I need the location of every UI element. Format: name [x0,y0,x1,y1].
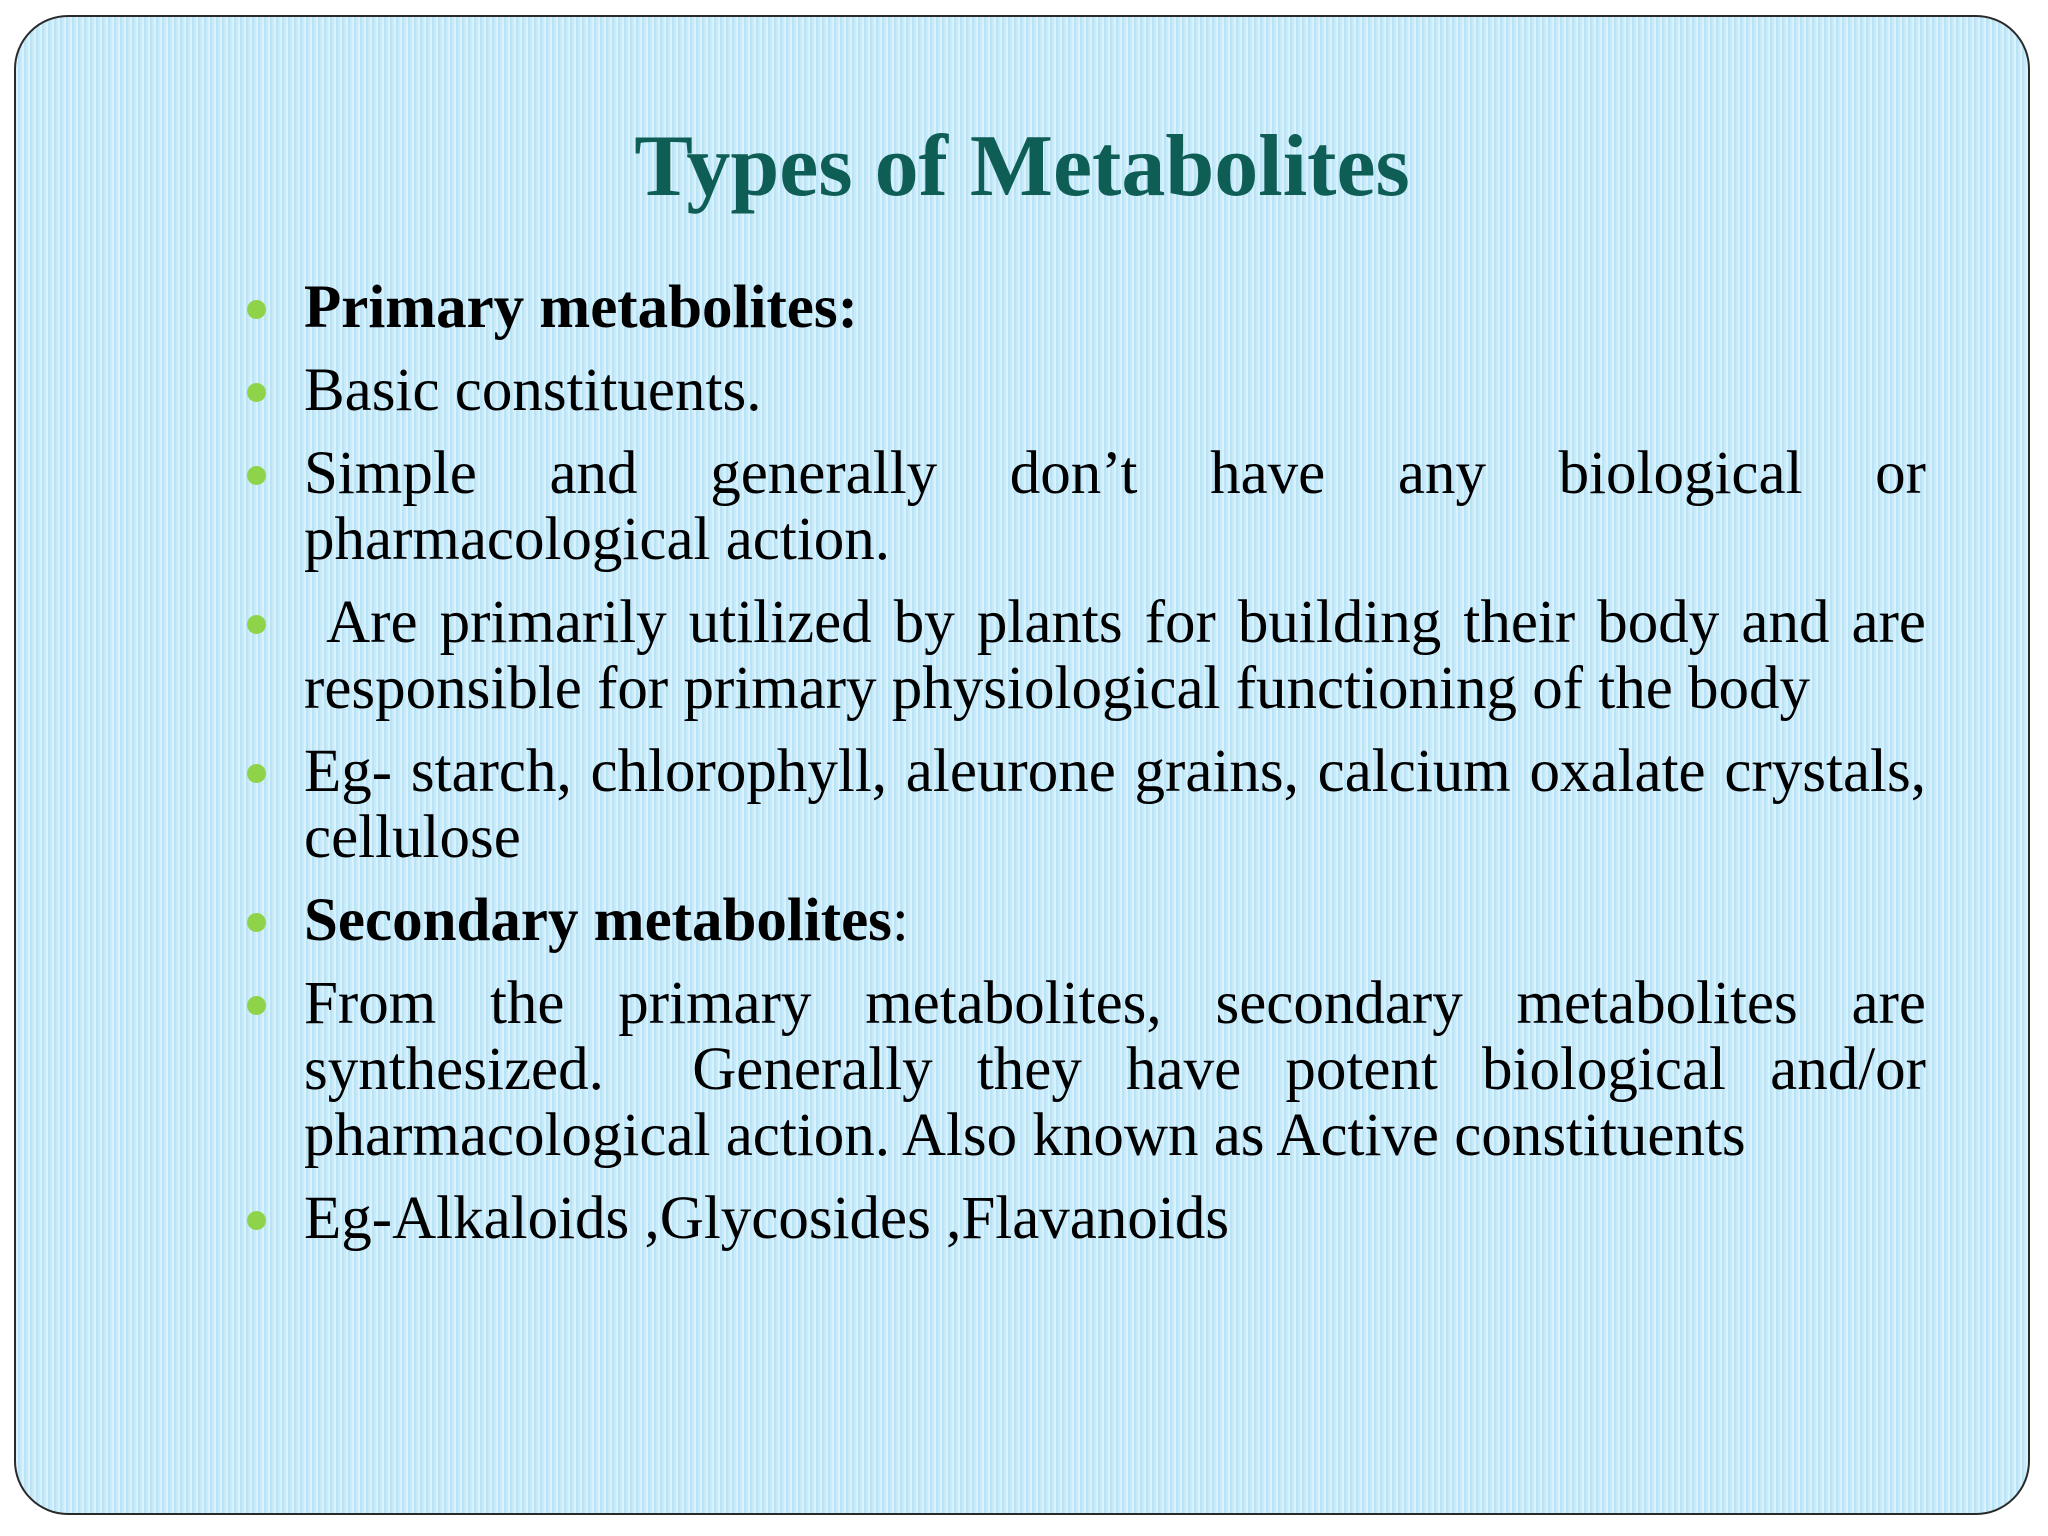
bullet-item [286,441,1926,573]
bullet-text: Primary metabolites: [304,274,858,341]
bullet-dot-icon [247,466,266,485]
bullet-dot-icon [247,383,266,402]
bullet-item-primary-heading [286,275,1926,341]
bullet-item [286,589,1942,722]
bullet-dot-icon [247,764,266,783]
bullet-item [286,970,1942,1169]
bullet-text: Eg-Alkaloids ,Glycosides ,Flavanoids [304,1185,1230,1252]
bullet-dot-icon [247,996,266,1015]
slide-title: Types of Metabolites [634,118,1410,215]
slide [14,15,2030,1515]
bullet-dot-icon [247,913,266,932]
bullet-item [286,358,1926,424]
bullet-text: From the primary metabolites, secondary metabolites are synthesized. Generally they have potent biological and/or pharmacological action. Also known as Active constituents [304,970,1942,1169]
bullet-item [286,1186,1926,1252]
bullet-text: Are primarily utilized by plants for building their body and are responsible for primary physiological functioning of the body [304,589,1942,722]
bullet-dot-icon [247,1211,266,1230]
bullet-list [286,274,1942,1269]
bullet-item-secondary-heading [286,888,1926,954]
bullet-suffix: : [891,887,909,954]
bullet-item [286,739,1926,871]
bullet-dot-icon [247,300,266,319]
bullet-text: Basic constituents. [304,357,762,424]
bullet-text: Eg- starch, chlorophyll, aleurone grains, calcium oxalate crystals, cellulose [304,738,1926,871]
bullet-bold-text: Secondary metabolites [304,887,892,954]
bullet-dot-icon [247,615,266,634]
bullet-text: Simple and generally don’t have any biological or pharmacological action. [304,440,1926,573]
